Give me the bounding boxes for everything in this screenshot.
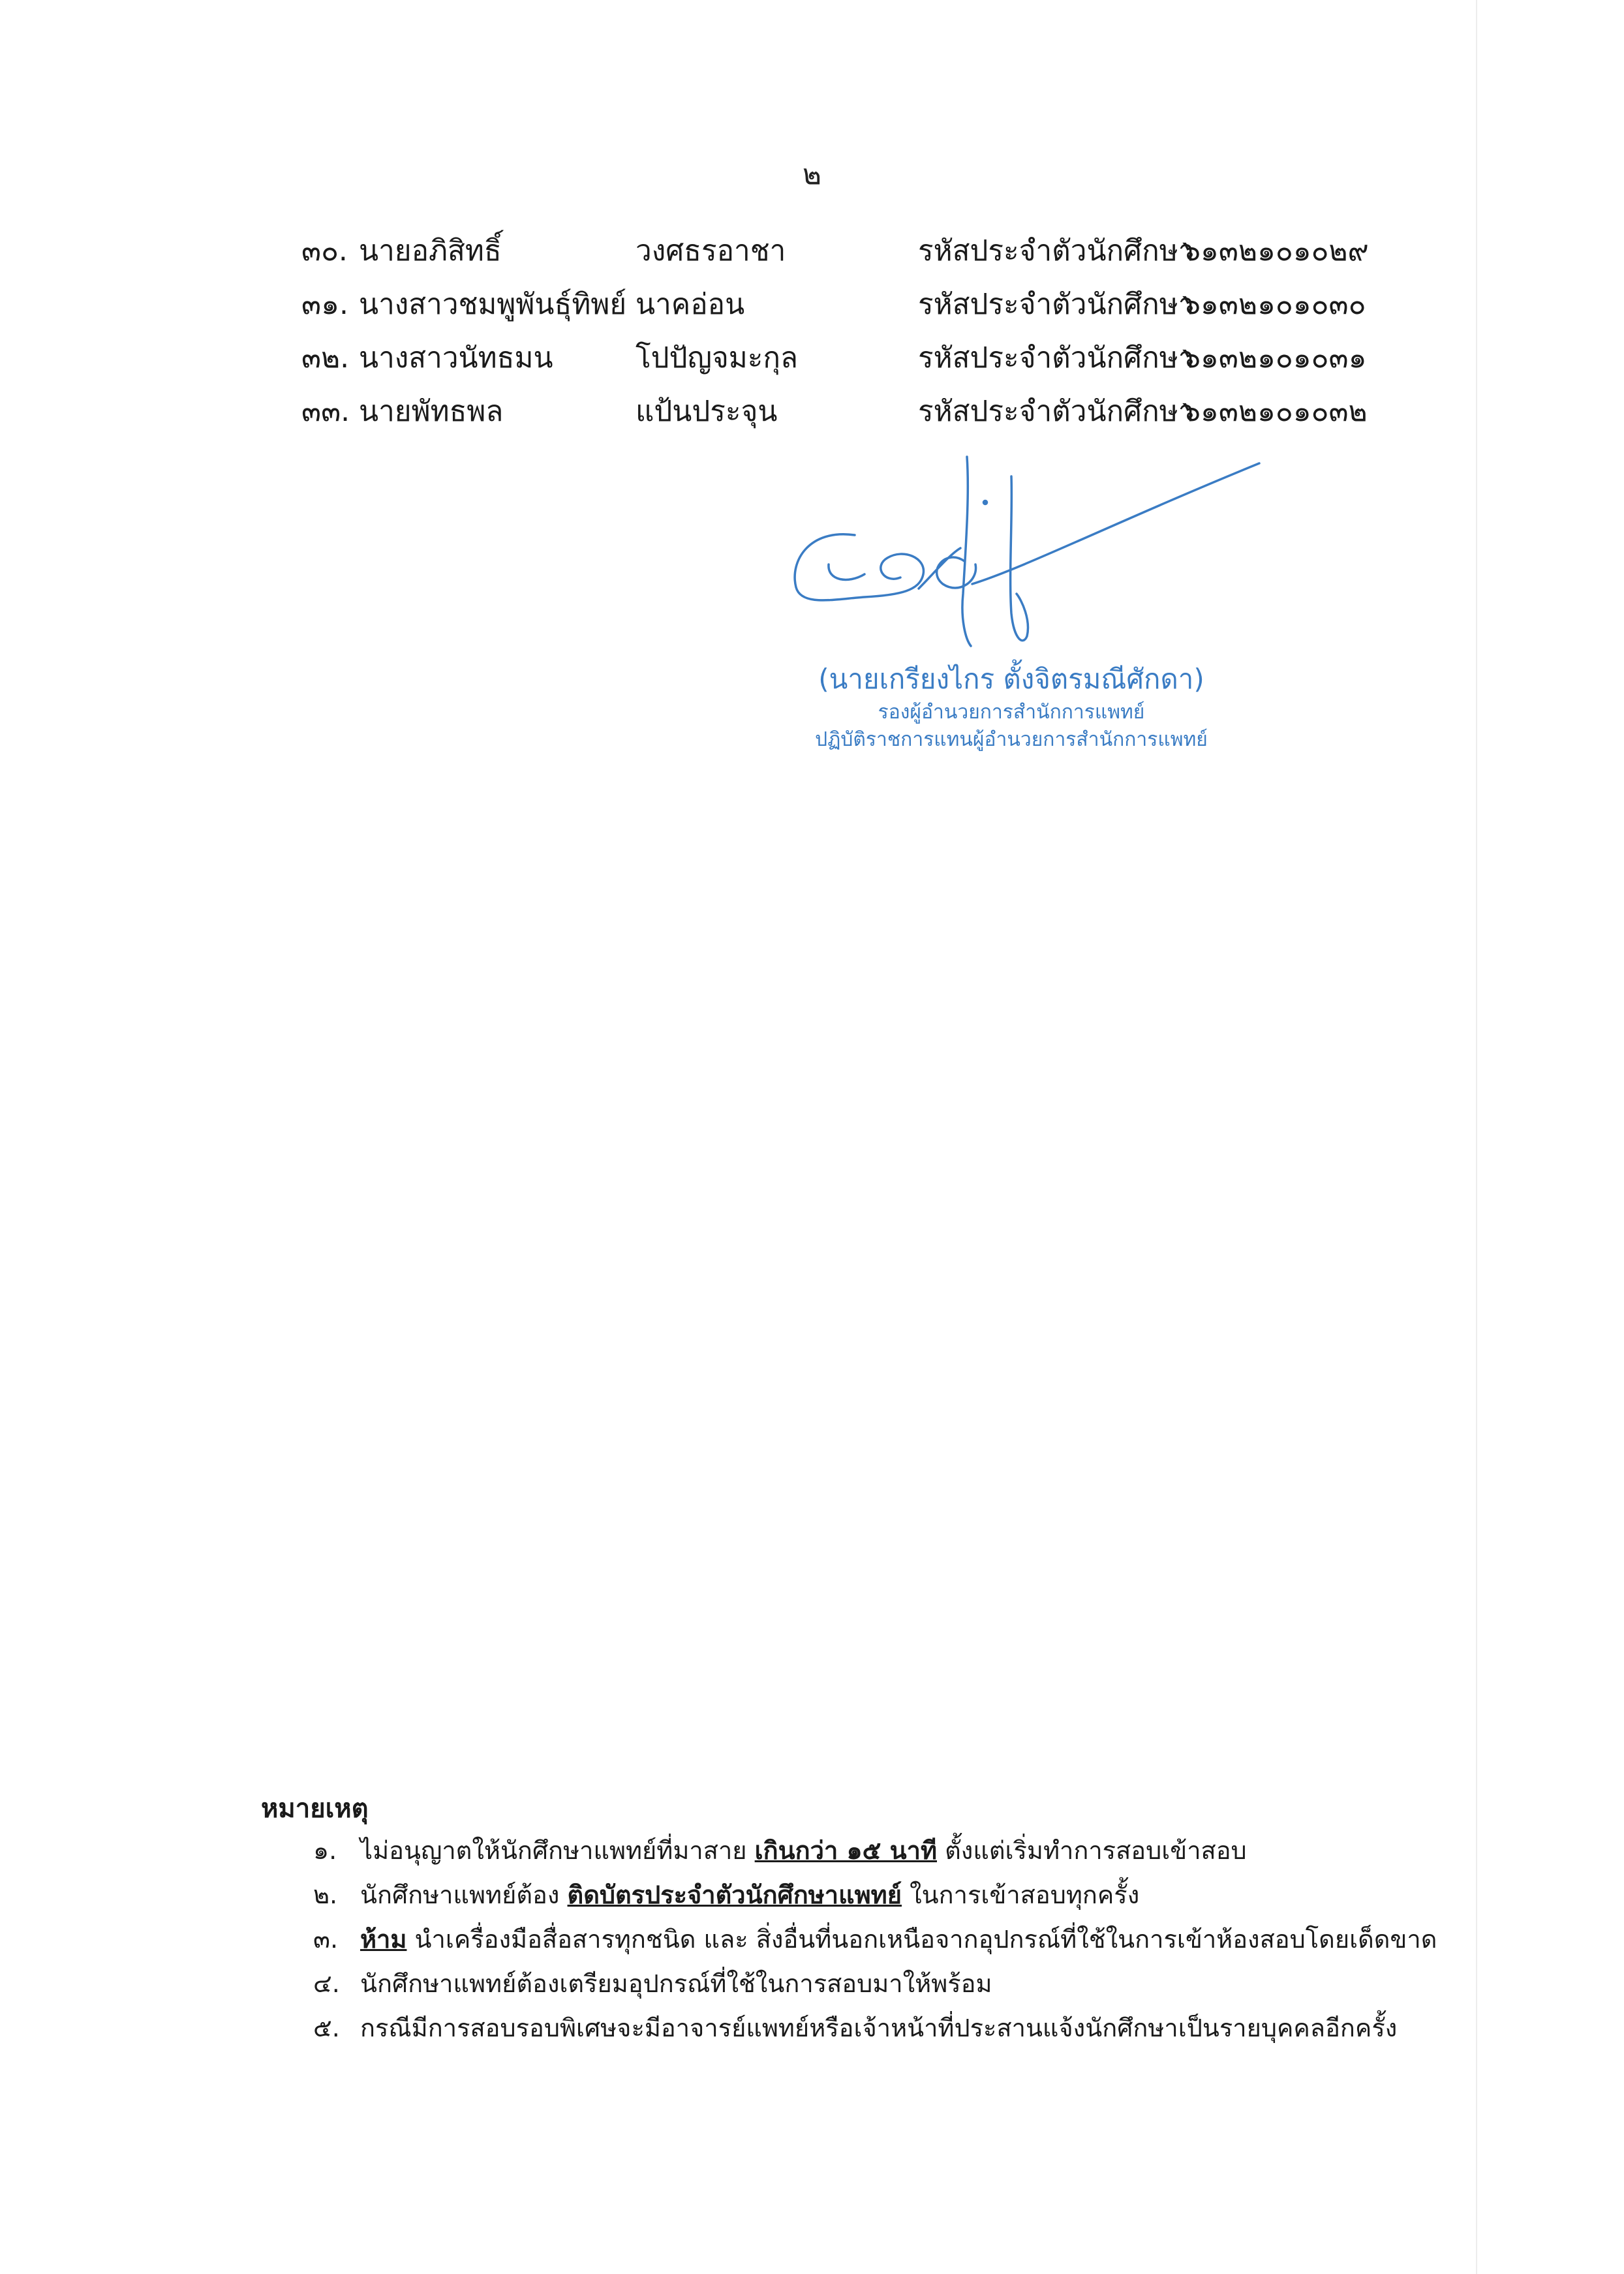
note-number: ๕. <box>313 2014 340 2042</box>
note-text-pre: ไม่อนุญาตให้นักศึกษาแพทย์ที่มาสาย <box>360 1836 747 1865</box>
student-list <box>301 232 1411 446</box>
student-row <box>301 339 1411 392</box>
notes-heading: หมายเหตุ <box>261 1794 369 1824</box>
page-number: ๒ <box>802 158 821 191</box>
student-last-name: วงศธรอาชา <box>636 234 786 268</box>
student-first-name: นางสาวนัทธมน <box>359 341 553 375</box>
student-row <box>301 232 1411 285</box>
student-last-name: โปปัญจมะกุล <box>636 341 799 375</box>
note-number: ๓. <box>313 1925 339 1954</box>
signer-acting-title: ปฏิบัติราชการแทนผู้อำนวยการสำนักการแพทย์ <box>815 728 1208 751</box>
student-id-label: รหัสประจำตัวนักศึกษา <box>918 288 1195 321</box>
student-row <box>301 285 1411 339</box>
note-text-post: ในการเข้าสอบทุกครั้ง <box>910 1881 1140 1909</box>
student-number: ๓๑. <box>301 288 348 321</box>
student-first-name: นายพัทธพล <box>359 395 504 428</box>
student-number: ๓๒. <box>301 341 350 375</box>
student-id: ๖๑๓๒๑๐๑๐๒๙ <box>1182 234 1369 268</box>
note-item <box>261 1964 1435 2008</box>
signer-name: (นายเกรียงไกร ตั้งจิตรมณีศักดา) <box>818 663 1204 695</box>
signer-title: รองผู้อำนวยการสำนักการแพทย์ <box>878 701 1145 724</box>
note-emphasis: ห้าม <box>360 1925 407 1954</box>
note-number: ๔. <box>313 1969 340 1998</box>
student-number: ๓๓. <box>301 395 350 428</box>
note-item <box>261 1875 1435 1920</box>
note-number: ๑. <box>313 1836 337 1865</box>
page-edge-line <box>1476 0 1477 2274</box>
note-item <box>261 2008 1435 2053</box>
note-text <box>360 1875 1139 1914</box>
student-id: ๖๑๓๒๑๐๑๐๓๒ <box>1182 395 1368 428</box>
note-emphasis: ติดบัตรประจำตัวนักศึกษาแพทย์ <box>567 1881 902 1909</box>
student-number: ๓๐. <box>301 234 348 268</box>
student-id: ๖๑๓๒๑๐๑๐๓๐ <box>1182 288 1366 321</box>
notes-section <box>261 1789 1435 2053</box>
student-first-name: นางสาวชมพูพันธุ์ทิพย์ <box>359 288 627 321</box>
student-first-name: นายอภิสิทธิ์ <box>359 234 502 268</box>
student-id: ๖๑๓๒๑๐๑๐๓๑ <box>1182 341 1367 375</box>
note-text <box>360 1920 1437 1959</box>
note-text: กรณีมีการสอบรอบพิเศษจะมีอาจารย์แพทย์หรือเจ้าหน้าที่ประสานแจ้งนักศึกษาเป็นรายบุคคลอีกครั้ง <box>360 2014 1398 2042</box>
note-text-post: นำเครื่องมือสื่อสารทุกชนิด และ สิ่งอื่นที่นอกเหนือจากอุปกรณ์ที่ใช้ในการเข้าห้องสอบโดยเด็ดขาด <box>414 1925 1437 1954</box>
student-id-label: รหัสประจำตัวนักศึกษา <box>918 395 1195 428</box>
note-emphasis: เกินกว่า ๑๕ นาที <box>754 1836 937 1865</box>
note-number: ๒. <box>313 1881 338 1909</box>
note-text-post: ตั้งแต่เริ่มทำการสอบเข้าสอบ <box>945 1836 1247 1865</box>
student-last-name: นาคอ่อน <box>636 288 745 321</box>
signature-block <box>750 450 1272 790</box>
note-item <box>261 1831 1435 1875</box>
student-last-name: แป้นประจุน <box>636 395 778 428</box>
note-text-pre: นักศึกษาแพทย์ต้อง <box>360 1881 560 1909</box>
student-row <box>301 392 1411 446</box>
student-id-label: รหัสประจำตัวนักศึกษา <box>918 341 1195 375</box>
student-id-label: รหัสประจำตัวนักศึกษา <box>918 234 1195 268</box>
note-text <box>360 1831 1247 1870</box>
note-text: นักศึกษาแพทย์ต้องเตรียมอุปกรณ์ที่ใช้ในการสอบมาให้พร้อม <box>360 1969 992 1998</box>
note-item <box>261 1920 1435 1964</box>
handwritten-signature-icon <box>750 450 1272 659</box>
